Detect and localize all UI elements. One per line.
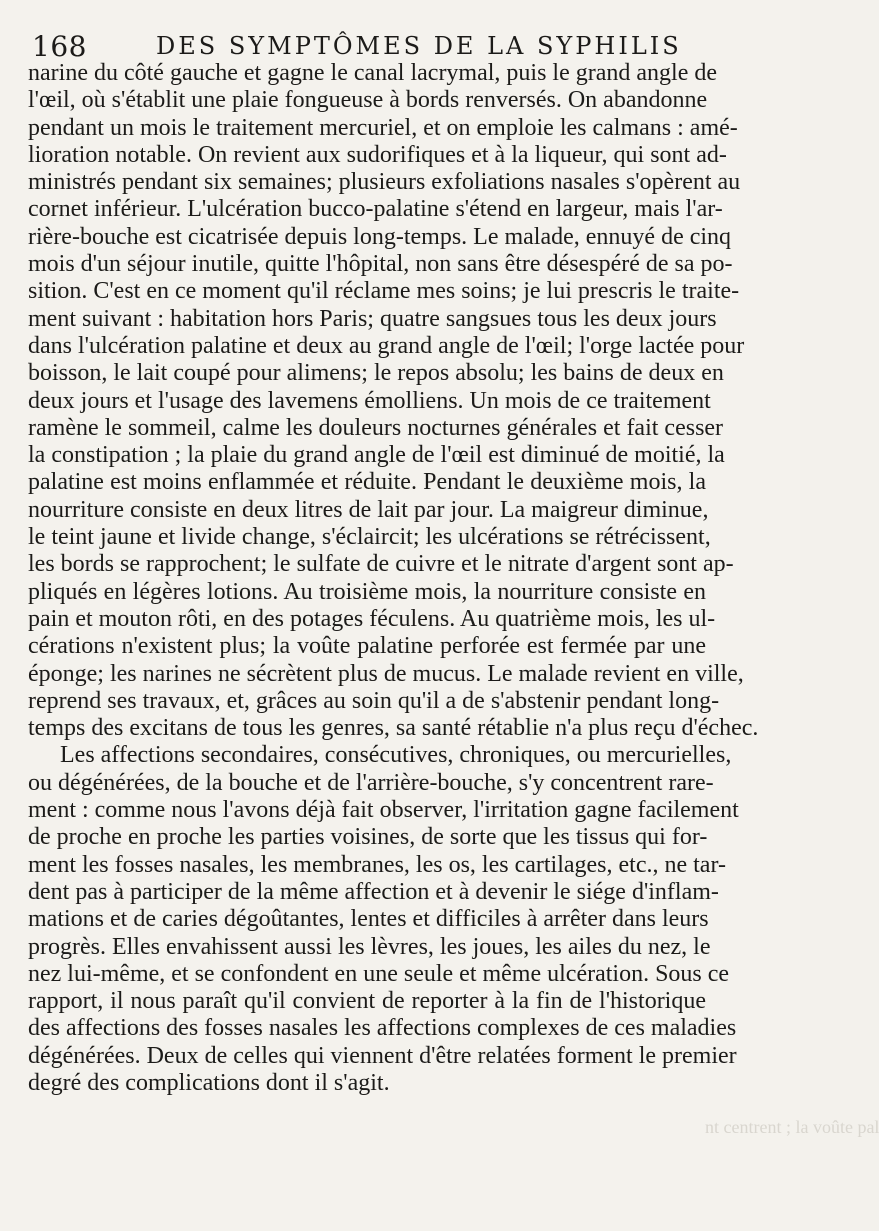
text-line: ment : comme nous l'avons déjà fait observer, l'irritation gagne facilement: [28, 797, 739, 824]
text-line: reprend ses travaux, et, grâces au soin qu'il a de s'abstenir pendant long-: [28, 687, 720, 714]
text-line: les bords se rapprochent; le sulfate de cuivre et le nitrate d'argent sont ap-: [28, 551, 734, 578]
text-line: pliqués en légères lotions. Au troisième mois, la nourriture consiste en: [28, 578, 706, 605]
text-line: temps des excitans de tous les genres, sa santé rétablie n'a plus reçu d'échec.: [28, 715, 759, 742]
bleed-through-text: nt centrent ; la voûte pal: [705, 1117, 879, 1137]
text-line: mations et de caries dégoûtantes, lentes et difficiles à arrêter dans leurs: [28, 906, 709, 933]
page-number: 168: [32, 30, 87, 63]
text-line: palatine est moins enflammée et réduite. Pendant le deuxième mois, la: [28, 469, 706, 496]
text-line: l'œil, où s'établit une plaie fongueuse à bords renversés. On abandonne: [28, 87, 708, 114]
text-line: la constipation ; la plaie du grand angle de l'œil est diminué de moitié, la: [28, 442, 725, 469]
text-line: progrès. Elles envahissent aussi les lèvres, les joues, les ailes du nez, le: [28, 933, 711, 960]
text-line: le teint jaune et livide change, s'éclaircit; les ulcérations se rétrécissent,: [28, 524, 711, 551]
text-line: ministrés pendant six semaines; plusieurs exfoliations nasales s'opèrent au: [28, 169, 741, 196]
text-line: sition. C'est en ce moment qu'il réclame mes soins; je lui prescris le traite-: [28, 278, 740, 305]
text-line: boisson, le lait coupé pour alimens; le repos absolu; les bains de deux en: [28, 360, 724, 387]
text-line: dégénérées. Deux de celles qui viennent d'être relatées forment le premier: [28, 1042, 737, 1069]
text-line: des affections des fosses nasales les affections complexes de ces maladies: [28, 1015, 737, 1042]
text-line: rière-bouche est cicatrisée depuis long-temps. Le malade, ennuyé de cinq: [28, 223, 732, 250]
text-line: éponge; les narines ne sécrètent plus de mucus. Le malade revient en ville,: [28, 660, 744, 687]
text-line: ment suivant : habitation hors Paris; quatre sangsues tous les deux jours: [28, 305, 717, 332]
text-line: degré des complications dont il s'agit.: [28, 1069, 390, 1096]
text-line: narine du côté gauche et gagne le canal lacrymal, puis le grand angle de: [28, 60, 718, 86]
text-line: de proche en proche les parties voisines, de sorte que les tissus qui for-: [28, 824, 708, 851]
text-line: cérations n'existent plus; la voûte palatine perforée est fermée par une: [28, 633, 706, 660]
text-line: cornet inférieur. L'ulcération bucco-palatine s'étend en largeur, mais l'ar-: [28, 196, 723, 223]
body-text: [28, 60, 759, 1097]
text-line: deux jours et l'usage des lavemens émolliens. Un mois de ce traitement: [28, 387, 711, 414]
paragraph-1: [28, 60, 759, 742]
text-line: ramène le sommeil, calme les douleurs nocturnes générales et fait cesser: [28, 414, 724, 441]
text-line: pain et mouton rôti, en des potages féculens. Au quatrième mois, les ul-: [28, 605, 716, 632]
text-line: lioration notable. On revient aux sudorifiques et à la liqueur, qui sont ad-: [28, 141, 727, 168]
text-line: ou dégénérées, de la bouche et de l'arrière-bouche, s'y concentrent rare-: [28, 769, 714, 796]
text-line: nez lui-même, et se confondent en une seule et même ulcération. Sous ce: [28, 960, 730, 987]
text-line: ment les fosses nasales, les membranes, les os, les cartilages, etc., ne tar-: [28, 851, 726, 878]
text-line: rapport, il nous paraît qu'il convient de reporter à la fin de l'historique: [28, 988, 706, 1015]
text-line: mois d'un séjour inutile, quitte l'hôpital, non sans être désespéré de sa po-: [28, 251, 733, 278]
text-line: dans l'ulcération palatine et deux au grand angle de l'œil; l'orge lactée pour: [28, 332, 745, 359]
text-line: pendant un mois le traitement mercuriel, et on emploie les calmans : amé-: [28, 114, 738, 141]
paragraph-2: [28, 742, 739, 1097]
text-line: Les affections secondaires, consécutives, chroniques, ou mercurielles,: [60, 742, 732, 769]
page-header: [28, 22, 748, 62]
text-line: nourriture consiste en deux litres de lait par jour. La maigreur diminue,: [28, 496, 709, 523]
running-head: DES SYMPTÔMES DE LA SYPHILIS: [156, 32, 682, 60]
text-line: dent pas à participer de la même affection et à devenir le siége d'inflam-: [28, 878, 719, 905]
